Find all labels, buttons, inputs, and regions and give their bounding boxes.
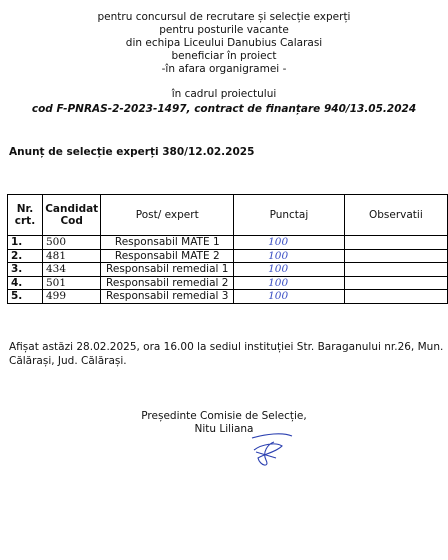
observations	[344, 290, 447, 304]
observations	[344, 249, 447, 263]
table-row	[8, 236, 448, 250]
score-handwritten: 100	[234, 276, 345, 290]
observations	[344, 276, 447, 290]
observations	[344, 263, 447, 277]
table-header-row	[8, 195, 448, 236]
col-header-observatii: Observatii	[344, 195, 447, 236]
score-handwritten: 100	[234, 290, 345, 304]
candidate-code: 501	[43, 276, 101, 290]
table-row	[8, 276, 448, 290]
col-header-cod: Candidat Cod	[43, 195, 101, 236]
candidate-code: 481	[43, 249, 101, 263]
score-handwritten: 100	[234, 263, 345, 277]
post-expert: Responsabil remedial 3	[101, 290, 234, 304]
col-header-punctaj: Punctaj	[234, 195, 345, 236]
col-header-post: Post/ expert	[101, 195, 234, 236]
header-line-1: pentru concursul de recrutare și selecție experți	[97, 11, 351, 23]
table-row	[8, 290, 448, 304]
header-line-6: în cadrul proiectului	[171, 88, 277, 100]
header-line-2: pentru posturile vacante	[159, 24, 289, 36]
candidate-code: 500	[43, 236, 101, 250]
candidate-code: 434	[43, 263, 101, 277]
row-number: 2.	[8, 249, 43, 263]
header-line-5: -în afara organigramei -	[161, 63, 287, 75]
table-row	[8, 263, 448, 277]
candidate-code: 499	[43, 290, 101, 304]
post-expert: Responsabil MATE 1	[101, 236, 234, 250]
score-handwritten: 100	[234, 236, 345, 250]
header-line-4: beneficiar în proiect	[171, 50, 277, 62]
posting-notice: Afișat astăzi 28.02.2025, ora 16.00 la sediul instituției Str. Baraganului nr.26, Mun. Călărași, Jud. Călărași.	[9, 341, 444, 367]
results-table	[7, 194, 448, 304]
row-number: 5.	[8, 290, 43, 304]
signature-name: Nitu Liliana	[194, 423, 254, 435]
post-expert: Responsabil MATE 2	[101, 249, 234, 263]
announcement-title: Anunț de selecție experți 380/12.02.2025	[9, 146, 255, 158]
post-expert: Responsabil remedial 1	[101, 263, 234, 277]
signature-title: Președinte Comisie de Selecție,	[141, 410, 307, 422]
header-line-3: din echipa Liceului Danubius Calarasi	[125, 37, 323, 49]
post-expert: Responsabil remedial 2	[101, 276, 234, 290]
score-handwritten: 100	[234, 249, 345, 263]
handwritten-signature	[246, 428, 296, 474]
col-header-nr: Nr. crt.	[8, 195, 43, 236]
row-number: 4.	[8, 276, 43, 290]
row-number: 3.	[8, 263, 43, 277]
observations	[344, 236, 447, 250]
row-number: 1.	[8, 236, 43, 250]
table-row	[8, 249, 448, 263]
project-code: cod F-PNRAS-2-2023-1497, contract de finanțare 940/13.05.2024	[31, 103, 417, 115]
